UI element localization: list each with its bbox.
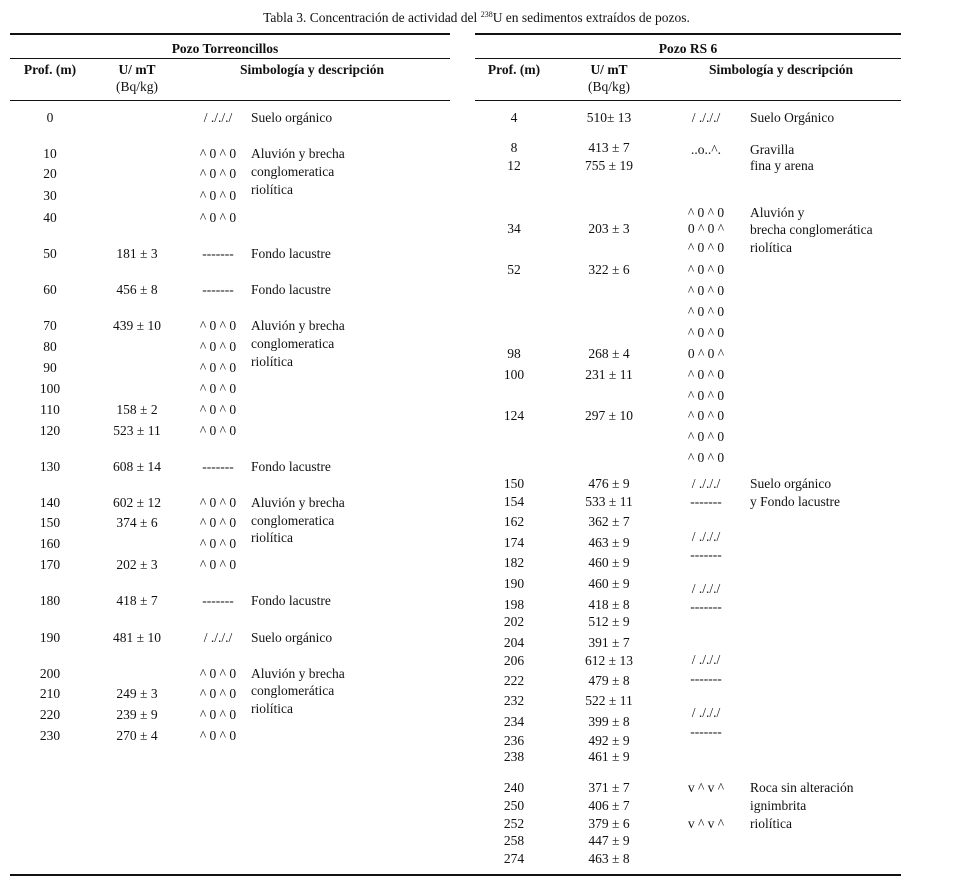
left-desc-cell: Aluvión y brecha — [251, 146, 345, 161]
top-rule-left — [10, 33, 450, 35]
right-col-unit-header: (Bq/kg) — [588, 79, 630, 94]
left-symbol-cell: ^ 0 ^ 0 — [199, 166, 237, 181]
left-value-cell: 181 ± 3 — [116, 246, 158, 261]
right-depth-cell: 8 — [510, 140, 518, 155]
right-symbol-cell: ^ 0 ^ 0 — [687, 429, 725, 444]
left-depth-cell: 140 — [39, 495, 61, 510]
right-value-cell: 391 ± 7 — [588, 635, 630, 650]
left-symbol-cell: ------- — [202, 593, 234, 608]
left-symbol-cell: ^ 0 ^ 0 — [199, 666, 237, 681]
right-symbol-cell: / ./././ — [691, 476, 721, 491]
left-value-cell: 602 ± 12 — [113, 495, 161, 510]
right-value-cell: 533 ± 11 — [585, 494, 633, 509]
right-depth-cell: 234 — [503, 714, 525, 729]
left-depth-cell: 70 — [43, 318, 57, 333]
right-desc-cell: Aluvión y — [750, 205, 805, 220]
left-symbol-cell: ------- — [202, 282, 234, 297]
left-desc-cell: Aluvión y brecha — [251, 666, 345, 681]
subheader-rule-right — [475, 100, 901, 101]
left-symbol-cell: ^ 0 ^ 0 — [199, 515, 237, 530]
left-symbol-cell: ------- — [202, 246, 234, 261]
left-value-cell: 249 ± 3 — [116, 686, 158, 701]
right-symbol-cell: ^ 0 ^ 0 — [687, 240, 725, 255]
right-depth-cell: 222 — [503, 673, 525, 688]
left-value-cell: 374 ± 6 — [116, 515, 158, 530]
left-desc-cell: riolítica — [251, 701, 293, 716]
left-symbol-cell: ^ 0 ^ 0 — [199, 423, 237, 438]
right-value-cell: 203 ± 3 — [588, 221, 630, 236]
right-symbol-cell: / ./././ — [691, 705, 721, 720]
right-value-cell: 413 ± 7 — [588, 140, 630, 155]
left-depth-cell: 220 — [39, 707, 61, 722]
right-col-desc-header: Simbología y descripción — [708, 62, 854, 77]
right-value-cell: 322 ± 6 — [588, 262, 630, 277]
left-depth-cell: 80 — [43, 339, 57, 354]
right-value-cell: 268 ± 4 — [588, 346, 630, 361]
right-value-cell: 406 ± 7 — [588, 798, 630, 813]
right-symbol-cell: ^ 0 ^ 0 — [687, 408, 725, 423]
left-depth-cell: 90 — [43, 360, 57, 375]
right-value-cell: 362 ± 7 — [588, 514, 630, 529]
left-depth-cell: 120 — [39, 423, 61, 438]
left-symbol-cell: ^ 0 ^ 0 — [199, 210, 237, 225]
left-depth-cell: 30 — [43, 188, 57, 203]
left-col-desc-header: Simbología y descripción — [239, 62, 385, 77]
right-depth-cell: 202 — [503, 614, 525, 629]
left-value-cell: 481 ± 10 — [113, 630, 161, 645]
right-symbol-cell: 0 ^ 0 ^ — [687, 346, 725, 361]
right-desc-cell: Suelo orgánico — [750, 476, 832, 491]
bottom-rule — [10, 874, 901, 876]
left-depth-cell: 130 — [39, 459, 61, 474]
right-symbol-cell: ^ 0 ^ 0 — [687, 367, 725, 382]
right-depth-cell: 250 — [503, 798, 525, 813]
right-depth-cell: 204 — [503, 635, 525, 650]
right-depth-cell: 4 — [510, 110, 518, 125]
right-symbol-cell: / ./././ — [691, 529, 721, 544]
right-symbol-cell: ------- — [690, 547, 722, 562]
left-depth-cell: 160 — [39, 536, 61, 551]
right-depth-cell: 162 — [503, 514, 525, 529]
left-depth-cell: 100 — [39, 381, 61, 396]
right-value-cell: 510± 13 — [586, 110, 632, 125]
right-symbol-cell: / ./././ — [691, 652, 721, 667]
left-depth-cell: 200 — [39, 666, 61, 681]
right-depth-cell: 238 — [503, 749, 525, 764]
right-desc-cell: riolítica — [750, 816, 792, 831]
right-symbol-cell: ^ 0 ^ 0 — [687, 388, 725, 403]
left-symbol-cell: ^ 0 ^ 0 — [199, 557, 237, 572]
right-desc-cell: brecha conglomerática — [750, 222, 873, 237]
right-desc-cell: Suelo Orgánico — [750, 110, 835, 125]
left-desc-cell: Aluvión y brecha — [251, 495, 345, 510]
left-symbol-cell: ------- — [202, 459, 234, 474]
left-symbol-cell: ^ 0 ^ 0 — [199, 146, 237, 161]
left-symbol-cell: ^ 0 ^ 0 — [199, 536, 237, 551]
left-value-cell: 418 ± 7 — [116, 593, 158, 608]
left-value-cell: 456 ± 8 — [116, 282, 158, 297]
right-col-prof-header: Prof. (m) — [487, 62, 541, 77]
right-symbol-cell: ^ 0 ^ 0 — [687, 450, 725, 465]
left-desc-cell: conglomerática — [251, 683, 335, 698]
left-desc-cell: Suelo orgánico — [251, 110, 333, 125]
left-value-cell: 608 ± 14 — [113, 459, 161, 474]
right-depth-cell: 236 — [503, 733, 525, 748]
left-col-u-header: U/ mT — [118, 62, 156, 77]
right-symbol-cell: ^ 0 ^ 0 — [687, 262, 725, 277]
right-symbol-cell: ^ 0 ^ 0 — [687, 325, 725, 340]
left-col-unit-header: (Bq/kg) — [116, 79, 158, 94]
left-depth-cell: 60 — [43, 282, 57, 297]
left-desc-cell: Fondo lacustre — [251, 459, 331, 474]
right-value-cell: 447 ± 9 — [588, 833, 630, 848]
left-symbol-cell: ^ 0 ^ 0 — [199, 339, 237, 354]
left-depth-cell: 20 — [43, 166, 57, 181]
left-value-cell: 523 ± 11 — [113, 423, 161, 438]
right-depth-cell: 98 — [507, 346, 521, 361]
left-symbol-cell: ^ 0 ^ 0 — [199, 188, 237, 203]
right-desc-cell: ignimbrita — [750, 798, 807, 813]
right-depth-cell: 124 — [503, 408, 525, 423]
left-desc-cell: conglomeratica — [251, 336, 335, 351]
left-desc-cell: riolítica — [251, 182, 293, 197]
right-symbol-cell: ^ 0 ^ 0 — [687, 304, 725, 319]
left-value-cell: 439 ± 10 — [113, 318, 161, 333]
right-symbol-cell: ------- — [690, 724, 722, 739]
left-desc-cell: conglomeratica — [251, 164, 335, 179]
left-value-cell: 202 ± 3 — [116, 557, 158, 572]
right-symbol-cell: ^ 0 ^ 0 — [687, 283, 725, 298]
right-desc-cell: Gravilla — [750, 142, 795, 157]
right-depth-cell: 182 — [503, 555, 525, 570]
right-depth-cell: 154 — [503, 494, 525, 509]
left-desc-cell: Fondo lacustre — [251, 593, 331, 608]
left-symbol-cell: ^ 0 ^ 0 — [199, 402, 237, 417]
right-symbol-cell: ^ 0 ^ 0 — [687, 205, 725, 220]
left-symbol-cell: ^ 0 ^ 0 — [199, 495, 237, 510]
right-value-cell: 418 ± 8 — [588, 597, 630, 612]
left-symbol-cell: ^ 0 ^ 0 — [199, 381, 237, 396]
left-depth-cell: 150 — [39, 515, 61, 530]
right-symbol-cell: v ^ v ^ — [687, 816, 725, 831]
left-desc-cell: Fondo lacustre — [251, 246, 331, 261]
left-col-prof-header: Prof. (m) — [23, 62, 77, 77]
right-desc-cell: fina y arena — [750, 158, 814, 173]
left-desc-cell: Aluvión y brecha — [251, 318, 345, 333]
right-symbol-cell: v ^ v ^ — [687, 780, 725, 795]
right-symbol-cell: ------- — [690, 599, 722, 614]
left-desc-cell: riolítica — [251, 530, 293, 545]
right-value-cell: 492 ± 9 — [588, 733, 630, 748]
right-value-cell: 512 ± 9 — [588, 614, 630, 629]
right-depth-cell: 232 — [503, 693, 525, 708]
right-desc-cell: riolítica — [750, 240, 792, 255]
right-desc-cell: y Fondo lacustre — [750, 494, 840, 509]
left-symbol-cell: ^ 0 ^ 0 — [199, 686, 237, 701]
right-depth-cell: 150 — [503, 476, 525, 491]
right-depth-cell: 100 — [503, 367, 525, 382]
left-desc-cell: Fondo lacustre — [251, 282, 331, 297]
right-depth-cell: 258 — [503, 833, 525, 848]
right-depth-cell: 206 — [503, 653, 525, 668]
left-depth-cell: 110 — [40, 402, 60, 417]
right-value-cell: 612 ± 13 — [585, 653, 633, 668]
left-symbol-cell: ^ 0 ^ 0 — [199, 318, 237, 333]
right-depth-cell: 240 — [503, 780, 525, 795]
right-value-cell: 460 ± 9 — [588, 555, 630, 570]
right-value-cell: 463 ± 8 — [588, 851, 630, 866]
right-depth-cell: 198 — [503, 597, 525, 612]
left-depth-cell: 50 — [43, 246, 57, 261]
header-rule-right — [475, 58, 901, 59]
right-value-cell: 399 ± 8 — [588, 714, 630, 729]
left-desc-cell: conglomeratica — [251, 513, 335, 528]
right-value-cell: 476 ± 9 — [588, 476, 630, 491]
right-value-cell: 479 ± 8 — [588, 673, 630, 688]
left-symbol-cell: ^ 0 ^ 0 — [199, 728, 237, 743]
right-desc-cell: Roca sin alteración — [750, 780, 854, 795]
right-value-cell: 460 ± 9 — [588, 576, 630, 591]
left-well-title: Pozo Torreoncillos — [171, 41, 279, 56]
right-value-cell: 461 ± 9 — [588, 749, 630, 764]
right-symbol-cell: ..o..^. — [691, 142, 721, 157]
right-symbol-cell: / ./././ — [691, 110, 721, 125]
right-depth-cell: 190 — [503, 576, 525, 591]
right-well-title: Pozo RS 6 — [658, 41, 718, 56]
right-symbol-cell: / ./././ — [691, 581, 721, 596]
right-value-cell: 463 ± 9 — [588, 535, 630, 550]
right-depth-cell: 12 — [507, 158, 521, 173]
right-value-cell: 297 ± 10 — [585, 408, 633, 423]
top-rule-right — [475, 33, 901, 35]
right-col-u-header: U/ mT — [590, 62, 628, 77]
left-depth-cell: 10 — [43, 146, 57, 161]
right-value-cell: 231 ± 11 — [585, 367, 633, 382]
left-depth-cell: 40 — [43, 210, 57, 225]
right-value-cell: 371 ± 7 — [588, 780, 630, 795]
left-symbol-cell: / ./././ — [203, 110, 233, 125]
left-symbol-cell: ^ 0 ^ 0 — [199, 360, 237, 375]
left-depth-cell: 210 — [39, 686, 61, 701]
left-depth-cell: 0 — [46, 110, 54, 125]
right-symbol-cell: 0 ^ 0 ^ — [687, 221, 725, 236]
left-value-cell: 270 ± 4 — [116, 728, 158, 743]
right-value-cell: 379 ± 6 — [588, 816, 630, 831]
left-desc-cell: riolítica — [251, 354, 293, 369]
left-depth-cell: 190 — [39, 630, 61, 645]
right-symbol-cell: ------- — [690, 494, 722, 509]
left-symbol-cell: ^ 0 ^ 0 — [199, 707, 237, 722]
right-symbol-cell: ------- — [690, 671, 722, 686]
left-depth-cell: 170 — [39, 557, 61, 572]
right-depth-cell: 174 — [503, 535, 525, 550]
right-value-cell: 755 ± 19 — [585, 158, 633, 173]
right-depth-cell: 274 — [503, 851, 525, 866]
subheader-rule-left — [10, 100, 450, 101]
left-depth-cell: 180 — [39, 593, 61, 608]
right-depth-cell: 252 — [503, 816, 525, 831]
left-value-cell: 158 ± 2 — [116, 402, 158, 417]
right-value-cell: 522 ± 11 — [585, 693, 633, 708]
right-depth-cell: 52 — [507, 262, 521, 277]
table-title: Tabla 3. Concentración de actividad del $^{238}$U en sedimentos extraídos de pozos. — [263, 10, 690, 25]
right-depth-cell: 34 — [507, 221, 521, 236]
left-desc-cell: Suelo orgánico — [251, 630, 333, 645]
header-rule-left — [10, 58, 450, 59]
left-depth-cell: 230 — [39, 728, 61, 743]
left-symbol-cell: / ./././ — [203, 630, 233, 645]
left-value-cell: 239 ± 9 — [116, 707, 158, 722]
